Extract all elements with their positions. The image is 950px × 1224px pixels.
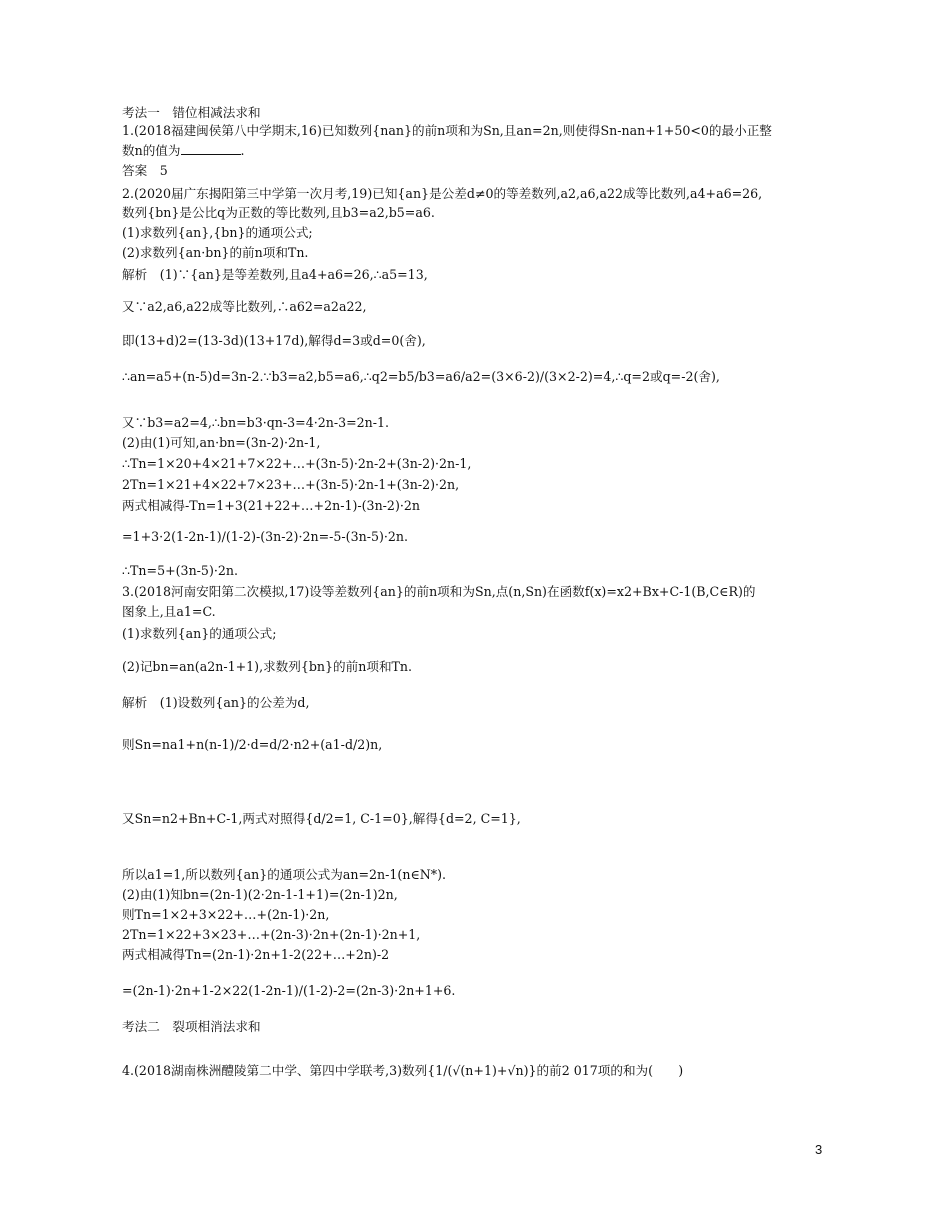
q2-solution-line8: 2Tn=1×21+4×22+7×23+…+(3n-5)·2n-1+(3n-2)·2n, bbox=[122, 477, 460, 492]
page-number: 3 bbox=[815, 1142, 823, 1157]
q3-solution-line1: 解析 (1)设数列{an}的公差为d, bbox=[122, 695, 310, 710]
q3-stem-line1: 3.(2018河南安阳第二次模拟,17)设等差数列{an}的前n项和为Sn,点(n,Sn)在函数f(x)=x2+Bx+C-1(B,C∈R)的 bbox=[122, 584, 756, 599]
q2-stem-line1: 2.(2020届广东揭阳第三中学第一次月考,19)已知{an}是公差d≠0的等差数列,a2,a6,a22成等比数列,a4+a6=26, bbox=[122, 186, 763, 201]
q3-part1: (1)求数列{an}的通项公式; bbox=[122, 626, 277, 641]
q2-solution-line2: 又∵a2,a6,a22成等比数列,∴a62=a2a22, bbox=[122, 299, 367, 314]
q1-stem-line2 bbox=[122, 142, 245, 160]
q2-solution-line4: ∴an=a5+(n-5)d=3n-2.∵b3=a2,b5=a6,∴q2=b5/b3=a6/a2=(3×6-2)/(3×2-2)=4,∴q=2或q=-2(舍), bbox=[122, 369, 720, 384]
q4-stem: 4.(2018湖南株洲醴陵第二中学、第四中学联考,3)数列{1/(√(n+1)+√n)}的前2 017项的和为( ) bbox=[122, 1063, 684, 1078]
q3-solution-line8: 两式相减得Tn=(2n-1)·2n+1-2(22+…+2n)-2 bbox=[122, 947, 390, 962]
answer-blank bbox=[181, 142, 241, 155]
q2-solution-line6: (2)由(1)可知,an·bn=(3n-2)·2n-1, bbox=[122, 435, 321, 450]
q3-part2: (2)记bn=an(a2n-1+1),求数列{bn}的前n项和Tn. bbox=[122, 659, 413, 674]
section-2-title: 考法二 裂项相消法求和 bbox=[122, 1019, 261, 1034]
q1-stem-line1: 1.(2018福建闽侯第八中学期末,16)已知数列{nan}的前n项和为Sn,且an=2n,则使得Sn-nan+1+50<0的最小正整 bbox=[122, 123, 772, 138]
q2-solution-line11: ∴Tn=5+(3n-5)·2n. bbox=[122, 563, 238, 578]
q2-solution-line9: 两式相减得-Tn=1+3(21+22+…+2n-1)-(3n-2)·2n bbox=[122, 498, 420, 513]
q2-solution-line3: 即(13+d)2=(13-3d)(13+17d),解得d=3或d=0(舍), bbox=[122, 333, 426, 348]
section-1-title: 考法一 错位相减法求和 bbox=[122, 105, 261, 120]
q3-solution-line6: 则Tn=1×2+3×22+…+(2n-1)·2n, bbox=[122, 907, 330, 922]
q3-solution-line3: 又Sn=n2+Bn+C-1,两式对照得{d/2=1, C-1=0},解得{d=2, C=1}, bbox=[122, 811, 521, 826]
q2-solution-line7: ∴Tn=1×20+4×21+7×22+…+(3n-5)·2n-2+(3n-2)·2n-1, bbox=[122, 456, 472, 471]
q2-part2: (2)求数列{an·bn}的前n项和Tn. bbox=[122, 245, 309, 260]
q1-answer: 答案 5 bbox=[122, 163, 168, 178]
q3-solution-line5: (2)由(1)知bn=(2n-1)(2·2n-1-1+1)=(2n-1)2n, bbox=[122, 887, 398, 902]
q3-solution-line9: =(2n-1)·2n+1-2×22(1-2n-1)/(1-2)-2=(2n-3)·2n+1+6. bbox=[122, 983, 456, 998]
q2-stem-line2: 数列{bn}是公比q为正数的等比数列,且b3=a2,b5=a6. bbox=[122, 205, 435, 220]
q2-solution-line10: =1+3·2(1-2n-1)/(1-2)-(3n-2)·2n=-5-(3n-5)·2n. bbox=[122, 529, 409, 544]
q3-solution-line7: 2Tn=1×22+3×23+…+(2n-3)·2n+(2n-1)·2n+1, bbox=[122, 927, 421, 942]
q1-stem-end: . bbox=[240, 143, 245, 158]
q3-stem-line2: 图象上,且a1=C. bbox=[122, 604, 216, 619]
q3-solution-line2: 则Sn=na1+n(n-1)/2·d=d/2·n2+(a1-d/2)n, bbox=[122, 737, 383, 752]
q3-solution-line4: 所以a1=1,所以数列{an}的通项公式为an=2n-1(n∈N*). bbox=[122, 867, 447, 882]
q2-part1: (1)求数列{an},{bn}的通项公式; bbox=[122, 225, 313, 240]
q2-solution-line5: 又∵b3=a2=4,∴bn=b3·qn-3=4·2n-3=2n-1. bbox=[122, 415, 390, 430]
q2-solution-line1: 解析 (1)∵{an}是等差数列,且a4+a6=26,∴a5=13, bbox=[122, 267, 428, 282]
q1-stem-text: 数n的值为 bbox=[122, 143, 181, 158]
